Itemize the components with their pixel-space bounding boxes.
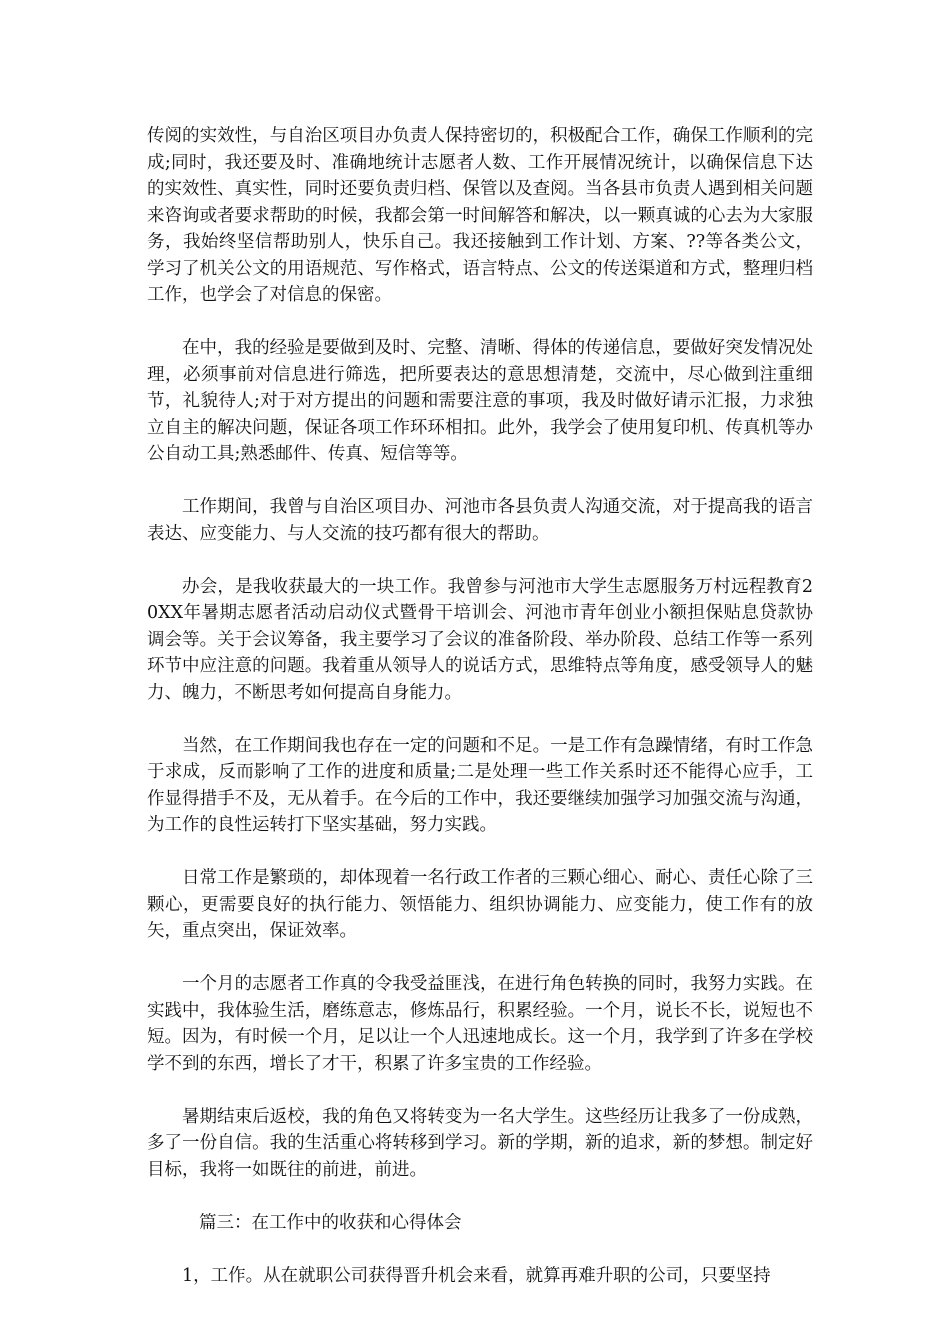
document-body (147, 123, 813, 1289)
paragraph-work-point-1: 1，工作。从在就职公司获得晋升机会来看，就算再难升职的公司，只要坚持 (182, 1265, 771, 1286)
paragraph-continued: 传阅的实效性，与自治区项目办负责人保持密切的，积极配合工作，确保工作顺利的完成;同时，我还要及时、准确地统计志愿者人数、工作开展情况统计，以确保信息下达的实效性、真实性，同时还要负责归档、保管以及查阅。当各县市负责人遇到相关问题来咨询或者要求帮助的时候，我都会第一时间解答和解决，以一颗真诚的心去为大家服务，我始终坚信帮助别人，快乐自己。我还接触到工作计划、方案、??等各类公文，学习了机关公文的用语规范、写作格式，语言特点、公文的传送渠道和方式，整理归档工作，也学会了对信息的保密。 (147, 126, 813, 305)
paragraph-experience: 在中，我的经验是要做到及时、完整、清晰、得体的传递信息，要做好突发情况处理，必须事前对信息进行筛选，把所要表达的意思想清楚，交流中，尽心做到注重细节，礼貌待人;对于对方提出的问题和需要注意的事项，我及时做好请示汇报，力求独立自主的解决问题，保证各项工作环环相扣。此外，我学会了使用复印机、传真机等办公自动工具;熟悉邮件、传真、短信等等。 (147, 338, 813, 464)
paragraph-daily-work: 日常工作是繁琐的，却体现着一名行政工作者的三颗心细心、耐心、责任心除了三颗心，更需要良好的执行能力、领悟能力、组织协调能力、应变能力，使工作有的放矢，重点突出，保证效率。 (147, 868, 813, 941)
paragraph-meetings: 办会，是我收获最大的一块工作。我曾参与河池市大学生志愿服务万村远程教育20XX年暑期志愿者活动启动仪式暨骨干培训会、河池市青年创业小额担保贴息贷款协调会等。关于会议筹备，我主要学习了会议的准备阶段、举办阶段、总结工作等一系列环节中应注意的问题。我着重从领导人的说话方式，思维特点等角度，感受领导人的魅力、魄力，不断思考如何提高自身能力。 (147, 576, 813, 703)
paragraph-shortcomings: 当然，在工作期间我也存在一定的问题和不足。一是工作有急躁情绪，有时工作急于求成，反而影响了工作的进度和质量;二是处理一些工作关系时还不能得心应手，工作显得措手不及，无从着手。在今后的工作中，我还要继续加强学习加强交流与沟通，为工作的良性运转打下坚实基础，努力实践。 (147, 735, 813, 835)
paragraph-return-school: 暑期结束后返校，我的角色又将转变为一名大学生。这些经历让我多了一份成熟，多了一份自信。我的生活重心将转移到学习。新的学期，新的追求，新的梦想。制定好目标，我将一如既往的前进，前进。 (147, 1106, 813, 1180)
section-heading: 篇三：在工作中的收获和心得体会 (199, 1212, 462, 1233)
paragraph-communication: 工作期间，我曾与自治区项目办、河池市各县负责人沟通交流，对于提高我的语言表达、应变能力、与人交流的技巧都有很大的帮助。 (147, 497, 813, 544)
paragraph-one-month: 一个月的志愿者工作真的令我受益匪浅，在进行角色转换的同时，我努力实践。在实践中，我体验生活，磨练意志，修炼品行，积累经验。一个月，说长不长，说短也不短。因为，有时候一个月，足以让一个人迅速地成长。这一个月，我学到了许多在学校学不到的东西，增长了才干，积累了许多宝贵的工作经验。 (147, 974, 813, 1074)
